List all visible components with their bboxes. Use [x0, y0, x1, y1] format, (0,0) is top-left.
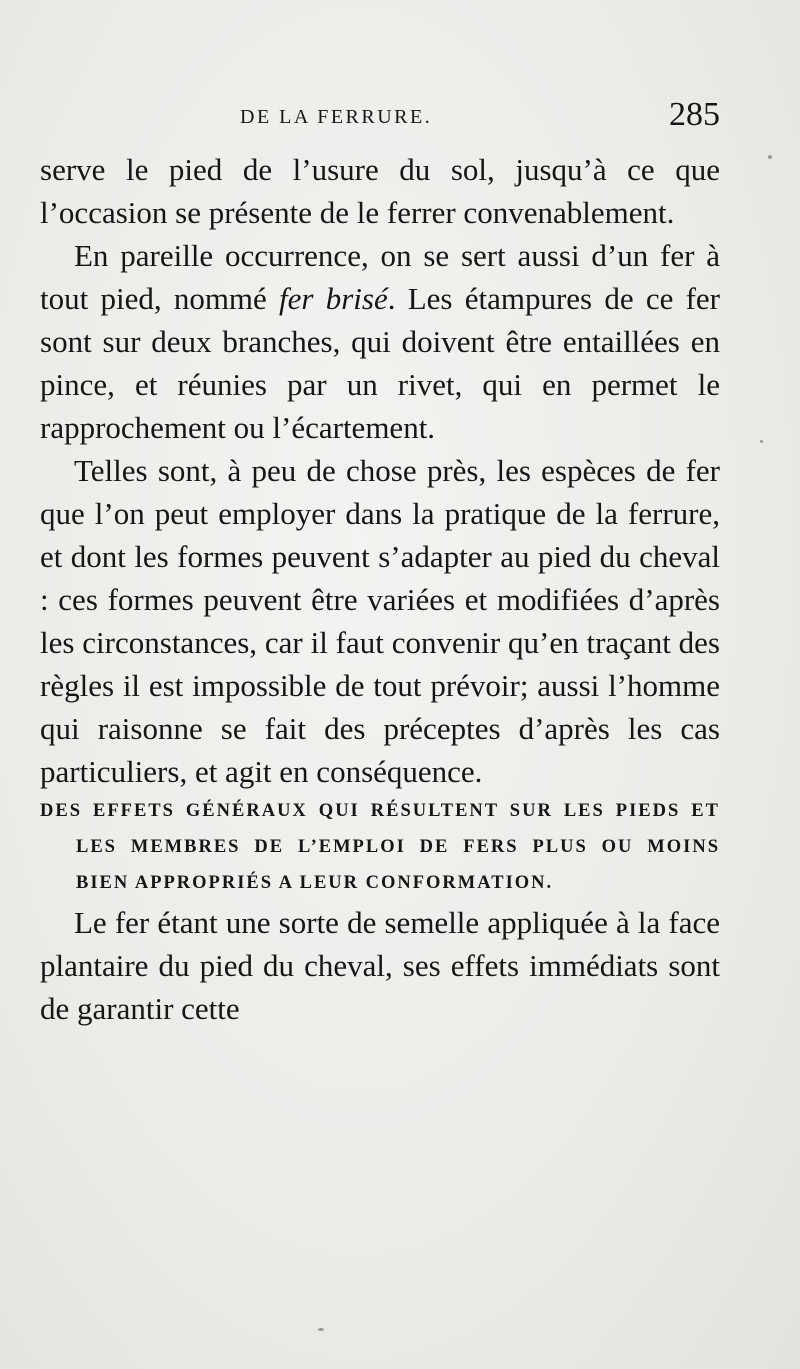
paragraph-continuation: serve le pied de l’usure du sol, jusqu’à ce que l’occasion se présente de le ferrer convenablement.: [40, 152, 720, 230]
print-speck: [760, 440, 763, 443]
paragraph-fer-brise: [40, 234, 720, 449]
paragraph-telles-sont: Telles sont, à peu de chose près, les espèces de fer que l’on peut employer dans la pratique de la ferrure, et dont les formes peuvent s’adapter au pied du cheval : ces formes peuvent être variées et modifiées d’après les circonstances, car il faut convenir qu’en traçant des règles il est impossible de tout prévoir; aussi l’homme qui raisonne se fait des préceptes d’après les cas particuliers, et agit en conséquence.: [40, 453, 720, 789]
running-title: DE LA FERRURE.: [240, 106, 433, 128]
print-speck: [318, 1328, 324, 1331]
print-speck: [768, 155, 772, 159]
term-fer-brise: fer brisé: [279, 281, 388, 316]
paragraph-le-fer: Le fer étant une sorte de semelle appliquée à la face plantaire du pied du cheval, ses effets immédiats sont de garantir cette: [40, 905, 720, 1026]
page-number: 285: [669, 96, 720, 133]
page-header: [40, 96, 720, 140]
paragraph-fer-brise-end: . Les étampures de ce fer sont sur deux branches, qui doivent être entaillées en pince, et réunies par un rivet, qui en permet le rapprochement ou l’écartement.: [40, 281, 720, 445]
section-heading: DES EFFETS GÉNÉRAUX QUI RÉSULTENT SUR LES PIEDS ET LES MEMBRES DE L’EMPLOI DE FERS PLUS OU MOINS BIEN APPROPRIÉS A LEUR CONFORMATION.: [40, 801, 720, 893]
page-body: [40, 148, 720, 1030]
paragraph-fer-brise-start: En pareille occurrence, on se sert aussi d’un fer à tout pied, nommé: [40, 238, 720, 316]
